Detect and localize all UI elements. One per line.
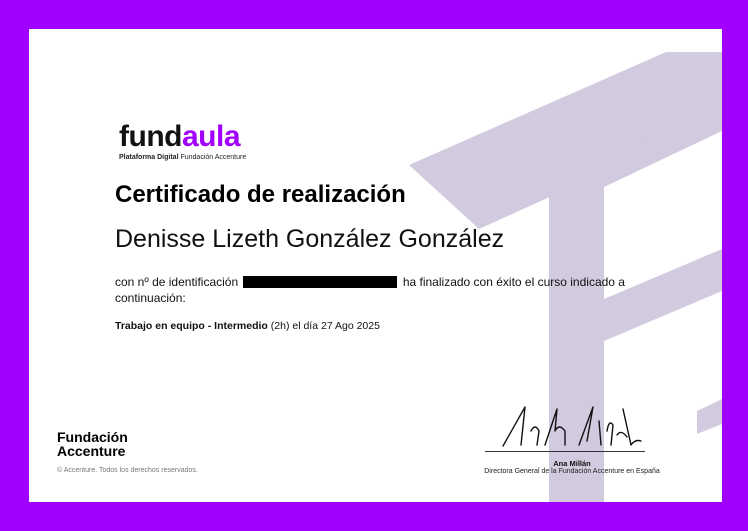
- certificate-statement: [115, 274, 655, 306]
- signature-line: [485, 451, 645, 452]
- redacted-id: [243, 276, 397, 288]
- copyright-text: © Accenture. Todos los derechos reservados.: [57, 467, 198, 474]
- foundation-line2: Accenture: [57, 443, 126, 459]
- signer-role: Directora General de la Fundación Accenture en España: [484, 468, 660, 475]
- logo-subtitle-rest: Fundación Accenture: [180, 154, 247, 161]
- logo-subtitle: [119, 154, 246, 161]
- course-details: (2h) el día 27 Ago 2025: [270, 320, 380, 332]
- recipient-name: Denisse Lizeth González González: [115, 225, 505, 253]
- certificate-sheet: [29, 29, 722, 502]
- logo-subtitle-bold: Plataforma Digital: [119, 154, 179, 161]
- handwritten-signature: [495, 401, 645, 451]
- fundaula-logo: [119, 121, 246, 161]
- certificate-title: Certificado de realización: [115, 181, 406, 208]
- foundation-line1: Fundación: [57, 429, 128, 445]
- deco-bottom-block: [697, 399, 722, 434]
- statement-after-id: ha finalizado con éxito el curso indicado a continuación:: [115, 275, 625, 305]
- foundation-logo: [57, 430, 128, 458]
- logo-word-part2: aula: [181, 120, 240, 153]
- course-line: [115, 320, 380, 332]
- course-name: Trabajo en equipo - Intermedio: [115, 320, 268, 332]
- logo-wordmark: [119, 121, 246, 153]
- signer-name: Ana Millán: [553, 459, 591, 468]
- statement-before-id: con nº de identificación: [115, 275, 239, 289]
- logo-word-part1: fund: [119, 120, 182, 153]
